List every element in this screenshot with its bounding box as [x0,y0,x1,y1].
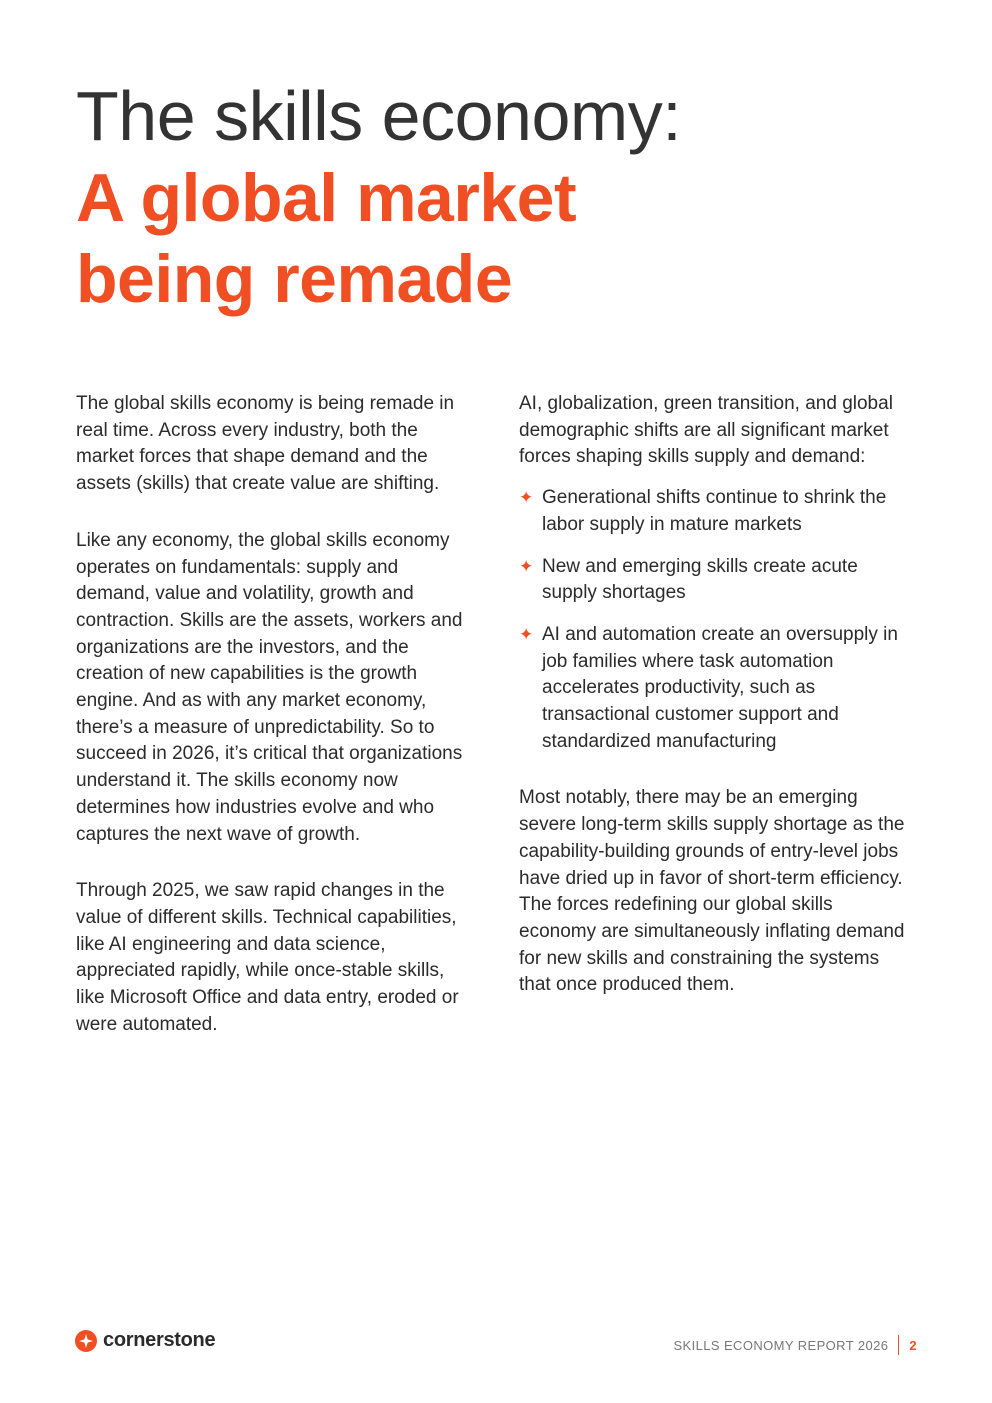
right-column [519,391,911,1029]
paragraph: Like any economy, the global skills economy operates on fundamentals: supply and demand, value and volatility, growth and contraction. Skills are the assets, workers and organizations are the investors, and the creation of new capabilities is the growth engine. And as with any market economy, there’s a measure of unpredictability. So to succeed in 2026, it’s critical that organizations understand it. The skills economy now determines how industries evolve and who captures the next wave of growth. [76,529,463,845]
title-accent-part1: A global market [76,160,577,236]
report-name: SKILLS ECONOMY REPORT 2026 [673,1337,889,1353]
logo-wordmark: cornerstone [103,1329,216,1351]
paragraph: Through 2025, we saw rapid changes in the value of different skills. Technical capabilities, like AI engineering and data science, appreciated rapidly, while once-stable skills, like Microsoft Office and data entry, eroded or were automated. [76,880,459,1035]
page-footer [673,1335,917,1355]
title-line-accent [76,158,936,320]
page-number: 2 [909,1337,917,1353]
bullet-text: New and emerging skills create acute supply shortages [542,555,858,604]
footer-divider [898,1335,899,1355]
paragraph: The global skills economy is being remade in real time. Across every industry, both the market forces that shape demand and the assets (skills) that create value are shifting. [76,393,455,495]
sparkle-icon: ✦ [519,488,534,508]
page-title [76,78,936,320]
bullet-text: AI and automation create an oversupply in job families where task automation accelerates productivity, such as transactional customer support and standardized manufacturing [542,623,898,752]
intro-paragraph: AI, globalization, green transition, and global demographic shifts are all significant market forces shaping skills supply and demand: [519,393,893,468]
sparkle-icon: ✦ [519,624,534,644]
cornerstone-logo [75,1329,215,1352]
cornerstone-logo-icon [75,1330,97,1352]
closing-paragraph: Most notably, there may be an emerging severe long-term skills supply shortage as the capability-building grounds of entry-level jobs have dried up in favor of short-term efficiency. The forces redefining our global skills economy are simultaneously inflating demand for new skills and constraining the systems that once produced them. [519,787,905,996]
title-accent-part2: being remade [76,241,513,317]
bullet-list [519,485,911,755]
left-column [76,391,474,1068]
bullet-text: Generational shifts continue to shrink the labor supply in mature markets [542,487,887,535]
list-item [519,622,911,756]
title-line-light: The skills economy: [76,77,682,155]
sparkle-icon: ✦ [519,556,534,576]
list-item [519,485,911,538]
list-item [519,554,911,607]
